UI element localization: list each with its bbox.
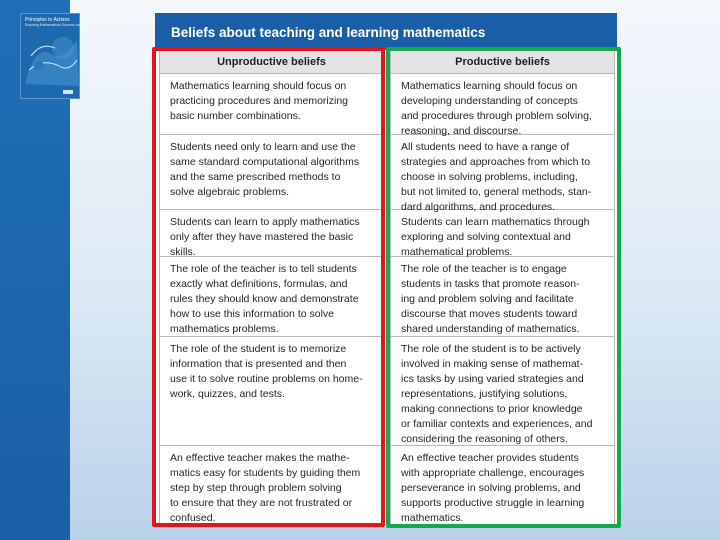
cell-line: An effective teacher makes the mathe- [170,452,350,464]
table-cell [160,257,383,337]
cell-line: The role of the teacher is to engage [401,263,567,275]
publisher-logo-icon [63,90,73,94]
cell-line: The role of the teacher is to tell students [170,263,357,275]
cell-line: mathematical problems. [401,246,513,258]
cell-line: mathematics. [401,512,464,524]
book-cover-subtitle: Ensuring Mathematical Success for All [25,23,85,27]
table-cell [391,135,614,213]
cell-line: mathematics problems. [170,323,279,335]
column-header-productive: Productive beliefs [391,50,614,74]
cell-line: perseverance in solving problems, and [401,482,581,494]
cell-line: skills. [170,246,196,258]
cell-line: An effective teacher provides students [401,452,579,464]
book-cover-thumbnail [20,13,85,99]
table-cell [160,74,383,135]
cell-line: ing and problem solving and facilitate [401,293,574,305]
cell-line: how to use this information to solve [170,308,335,320]
column-header-unproductive: Unproductive beliefs [160,50,383,74]
unproductive-beliefs-column [159,50,384,526]
cell-line: All students need to have a range of [401,141,570,153]
cell-line: step by step through problem solving [170,482,342,494]
cell-line: but not limited to, general methods, stan- [401,186,592,198]
cell-line: Mathematics learning should focus on [401,80,578,92]
cell-line: only after they have mastered the basic [170,231,354,243]
cell-line: same standard computational algorithms [170,156,360,168]
cell-line: The role of the student is to be actively [401,343,581,355]
cell-line: considering the reasoning of others. [401,433,568,445]
book-cover-title: Principles to Actions [25,17,70,23]
productive-beliefs-column [390,50,615,526]
cell-line: Mathematics learning should focus on [170,80,347,92]
cell-line: use it to solve routine problems on home- [170,373,363,385]
cell-line: strategies and approaches from which to [401,156,591,168]
table-cell [160,210,383,257]
table-cell [391,337,614,446]
cell-line: to ensure that they are not frustrated or [170,497,353,509]
cell-line: dard algorithms, and procedures. [401,201,556,213]
cover-artwork-icon [21,26,81,100]
cell-line: information that is presented and then [170,358,347,370]
cell-line: discourse that moves students toward [401,308,578,320]
cell-line: shared understanding of mathematics. [401,323,580,335]
cell-line: exactly what definitions, formulas, and [170,278,348,290]
cell-line: making connections to prior knowledge [401,403,583,415]
table-cell [160,135,383,210]
cell-line: ics tasks by using varied strategies and [401,373,584,385]
cell-line: involved in making sense of mathemat- [401,358,584,370]
cell-line: students in tasks that promote reason- [401,278,580,290]
beliefs-table-document [155,13,617,527]
cell-line: with appropriate challenge, encourages [401,467,585,479]
table-title: Beliefs about teaching and learning mathematics [155,13,617,50]
cell-line: basic number combinations. [170,110,301,122]
cell-line: supports productive struggle in learning [401,497,585,509]
cell-line: The role of the student is to memorize [170,343,347,355]
cell-line: and the same prescribed methods to [170,171,341,183]
table-cell [391,74,614,135]
cell-line: work, quizzes, and tests. [170,388,285,400]
table-cell [160,337,383,446]
cell-line: developing understanding of concepts [401,95,578,107]
cell-line: reasoning, and discourse. [401,125,522,137]
cell-line: Students need only to learn and use the [170,141,356,153]
table-cell [391,446,614,526]
table-cell [160,446,383,526]
cell-line: or familiar contexts and experiences, and [401,418,593,430]
cell-line: exploring and solving contextual and [401,231,571,243]
cell-line: solve algebraic problems. [170,186,290,198]
cell-line: choose in solving problems, including, [401,171,578,183]
cell-line: representations, justifying solutions, [401,388,568,400]
cell-line: confused. [170,512,216,524]
cell-line: Students can learn mathematics through [401,216,590,228]
cell-line: practicing procedures and memorizing [170,95,349,107]
cell-line: rules they should know and demonstrate [170,293,359,305]
cell-line: matics easy for students by guiding them [170,467,361,479]
cell-line: Students can learn to apply mathematics [170,216,360,228]
table-cell [391,257,614,337]
table-cell [391,210,614,257]
cell-line: and procedures through problem solving, [401,110,592,122]
